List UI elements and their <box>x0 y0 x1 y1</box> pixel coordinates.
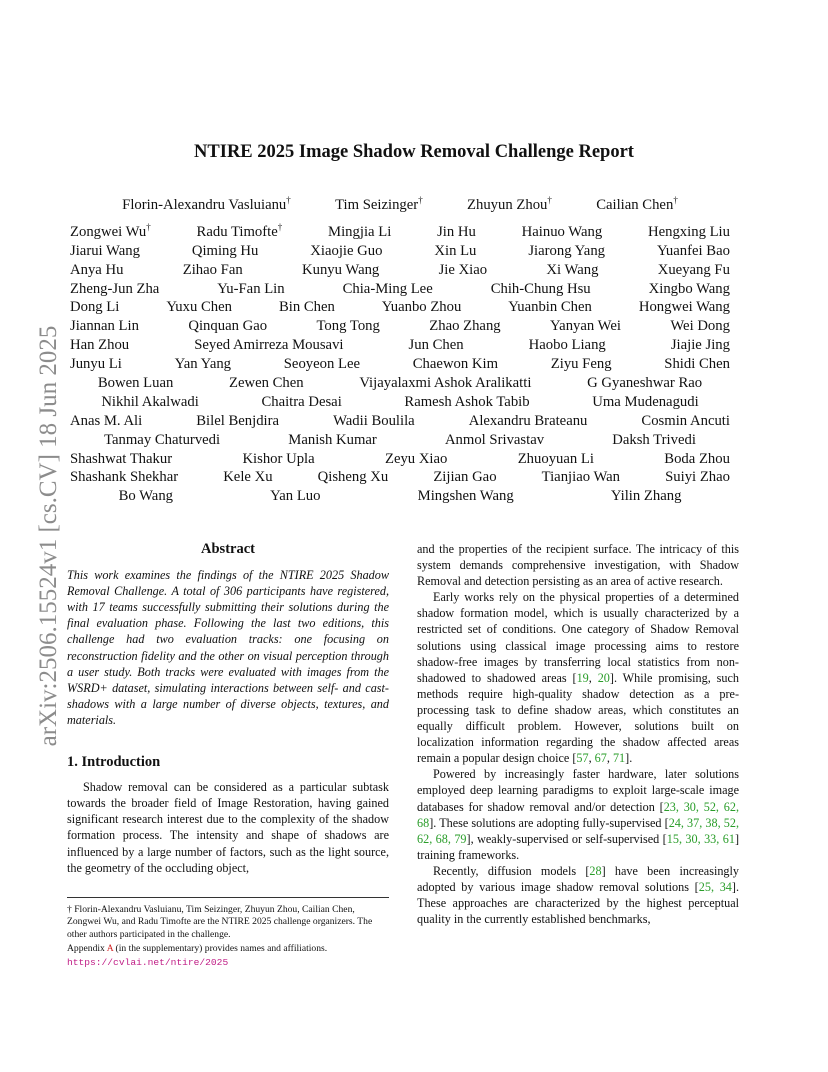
author-name: Jin Hu <box>437 223 476 240</box>
author-name: Xiaojie Guo <box>310 242 383 259</box>
footnote <box>67 897 389 971</box>
author-name: Chia-Ming Lee <box>342 280 433 297</box>
author-name: Qisheng Xu <box>317 469 389 486</box>
author-name: Anmol Srivastav <box>444 431 545 448</box>
author-row <box>70 374 730 393</box>
citation-link[interactable]: 67 <box>594 751 607 766</box>
author-name: Hongwei Wang <box>638 299 730 316</box>
author-name: Yuanbin Chen <box>508 299 592 316</box>
author-name: Bo Wang <box>118 488 174 505</box>
author-name: Mingshen Wang <box>417 488 514 505</box>
organizer-dagger: † <box>418 195 423 206</box>
author-name: G Gyaneshwar Rao <box>587 375 703 392</box>
author-name: Radu Timofte† <box>196 222 283 240</box>
author-name: Tong Tong <box>316 318 380 335</box>
author-name: Zongwei Wu† <box>70 222 151 240</box>
citation-group[interactable]: 23, 30, 52, 62, 68 <box>417 799 740 830</box>
author-name: Boda Zhou <box>664 450 730 467</box>
citation-group[interactable]: 15, 30, 33, 61 <box>666 831 735 846</box>
author-name: Yanyan Wei <box>550 318 621 335</box>
citation-group[interactable]: 24, 37, 38, 52, 62, 68, 79 <box>417 815 740 846</box>
author-name: Florin-Alexandru Vasluianu† <box>122 195 291 213</box>
author-name: Cailian Chen† <box>596 195 678 213</box>
author-row <box>70 468 730 487</box>
author-name: Uma Mudenagudi <box>592 393 699 410</box>
citation-link[interactable]: 71 <box>612 751 626 766</box>
author-name: Mingjia Li <box>328 223 392 240</box>
author-name: Dong Li <box>70 299 120 316</box>
author-row <box>70 431 730 450</box>
author-name: Haobo Liang <box>528 337 606 354</box>
author-name: Junyu Li <box>70 356 122 373</box>
author-name: Zheng-Jun Zha <box>70 280 160 297</box>
paper-title: NTIRE 2025 Image Shadow Removal Challenge Report <box>194 142 634 162</box>
author-name: Seyed Amirreza Mousavi <box>194 337 344 354</box>
author-name: Nikhil Akalwadi <box>101 393 199 410</box>
author-name: Yilin Zhang <box>610 488 682 505</box>
right-paragraph-2: Early works rely on the physical properties of a determined shadow formation model, which is usually characterized by a restricted set of conditions. One category of Shadow Removal solutions using classical image processing aims to restore shadow-free images by transferring local statistics from non-shadowed to shadowed areas [19, 20]. While promising, such methods require high-quality shadow detection as a pre-processing task to define shadow areas, which constitutes an equally difficult problem. However, solutions built on localization information regarding the shadow affected areas remain a popular design choice [57, 67, 71]. <box>417 590 740 766</box>
author-name: Kishor Upla <box>242 450 315 467</box>
author-name: Chih-Chung Hsu <box>490 280 591 297</box>
author-row <box>70 298 730 317</box>
author-name: Chaitra Desai <box>261 393 342 410</box>
author-name: Cosmin Ancuti <box>641 412 730 429</box>
citation-link[interactable]: 28 <box>589 863 602 878</box>
author-name: Shashank Shekhar <box>70 469 179 486</box>
author-name: Bilel Benjdira <box>196 412 280 429</box>
author-name: Yan Luo <box>270 488 321 505</box>
author-name: Jun Chen <box>408 337 464 354</box>
author-row <box>70 450 730 469</box>
author-name: Jiarong Yang <box>528 242 606 259</box>
author-row <box>70 196 730 215</box>
citation-link[interactable]: 20 <box>597 670 610 685</box>
challenge-url[interactable]: https://cvlai.net/ntire/2025 <box>67 957 229 969</box>
author-name: Zhao Zhang <box>429 318 501 335</box>
right-paragraph-4: Recently, diffusion models [28] have been increasingly adopted by various image shadow removal solutions [25, 34]. These approaches are characterized by the highest perceptual quality in the currently established benchmarks, <box>417 863 740 927</box>
author-list <box>70 196 730 506</box>
author-name: Seoyeon Lee <box>283 356 361 373</box>
author-name: Jiannan Lin <box>70 318 139 335</box>
author-name: Suiyi Zhao <box>665 469 730 486</box>
author-name: Yuanbo Zhou <box>381 299 462 316</box>
author-name: Anas M. Ali <box>70 412 143 429</box>
organizer-dagger: † <box>673 195 678 206</box>
author-name: Wei Dong <box>670 318 730 335</box>
author-name: Zihao Fan <box>182 261 243 278</box>
author-name: Xin Lu <box>434 242 477 259</box>
author-name: Wadii Boulila <box>333 412 415 429</box>
author-name: Hengxing Liu <box>647 223 730 240</box>
author-name: Anya Hu <box>70 261 124 278</box>
arxiv-identifier-sidebar <box>37 300 61 772</box>
author-name: Daksh Trivedi <box>612 431 696 448</box>
citation-group[interactable]: 25, 34 <box>698 879 732 894</box>
right-paragraph-1: and the properties of the recipient surface. The intricacy of this system demands comprehensive investigation, with Shadow Removal and detection persisting as an area of active research. <box>417 542 739 589</box>
author-name: Shidi Chen <box>664 356 730 373</box>
citation-link[interactable]: 57 <box>576 751 589 766</box>
author-row <box>70 412 730 431</box>
arxiv-id: arXiv:2506.15524v1 [cs.CV] 18 Jun 2025 <box>35 325 62 747</box>
organizer-dagger: † <box>286 195 291 206</box>
author-row <box>70 336 730 355</box>
author-row <box>70 261 730 280</box>
author-name: Ziyu Feng <box>550 356 612 373</box>
intro-paragraph-1: Shadow removal can be considered as a particular subtask towards the broader field of Image Restoration, having gained significant research interest due to the complexity of the shadow formation process. The intensity and shape of shadows are influenced by a large number of factors, such as the light source, the geometry of the occluding object, <box>67 780 389 875</box>
author-row <box>70 223 730 242</box>
right-paragraph-3: Powered by increasingly faster hardware, later solutions employed deep learning paradigms to exploit large-scale image databases for shadow removal and/or detection [23, 30, 52, 62, 68]. These solutions are adopting fully-supervised [24, 37, 38, 52, 62, 68, 79], weakly-supervised or self-supervised [15, 30, 33, 61] training frameworks. <box>417 767 740 862</box>
author-name: Xingbo Wang <box>648 280 730 297</box>
author-name: Jie Xiao <box>438 261 488 278</box>
author-name: Jiarui Wang <box>70 242 140 259</box>
citation-link[interactable]: 19 <box>576 670 589 685</box>
organizer-dagger: † <box>146 222 151 232</box>
author-name: Tanmay Chaturvedi <box>104 431 221 448</box>
author-name: Shashwat Thakur <box>70 450 173 467</box>
author-name: Zhuoyuan Li <box>517 450 594 467</box>
organizer-footnote: † Florin-Alexandru Vasluianu, Tim Seizinger, Zhuyun Zhou, Cailian Chen, Zongwei Wu, and Radu Timofte are the NTIRE 2025 challenge organizers. The other authors participated in the challenge. <box>67 904 373 940</box>
introduction-heading: 1. Introduction <box>67 754 161 771</box>
author-row <box>70 317 730 336</box>
author-name: Ramesh Ashok Tabib <box>404 393 530 410</box>
organizer-dagger: † <box>547 195 552 206</box>
author-name: Bowen Luan <box>97 375 174 392</box>
author-name: Zewen Chen <box>229 375 304 392</box>
appendix-link[interactable]: A <box>106 942 114 954</box>
author-name: Jiajie Jing <box>670 337 730 354</box>
abstract-text: This work examines the findings of the NTIRE 2025 Shadow Removal Challenge. A total of 306 participants have registered, with 17 teams successfully submitting their solutions during the final evaluation phase. Following the last two editions, this challenge had two evaluation tracks: one focusing on reconstruction fidelity and the other on visual perception through a user study. Both tracks were evaluated with images from the WSRD+ dataset, simulating interactions between self- and cast-shadows with a large number of diverse objects, textures, and materials. <box>67 568 389 727</box>
author-name: Kele Xu <box>223 469 273 486</box>
author-row <box>70 242 730 261</box>
abstract-heading: Abstract <box>201 541 255 557</box>
author-row <box>70 355 730 374</box>
author-name: Bin Chen <box>278 299 335 316</box>
left-column <box>67 541 389 876</box>
author-name: Yuanfei Bao <box>656 242 730 259</box>
author-name: Kunyu Wang <box>302 261 380 278</box>
appendix-note: Appendix A (in the supplementary) provides names and affiliations. <box>67 942 328 954</box>
author-row <box>70 487 730 506</box>
author-name: Xueyang Fu <box>657 261 730 278</box>
author-name: Xi Wang <box>546 261 599 278</box>
author-name: Tianjiao Wan <box>541 469 621 486</box>
right-column <box>417 541 739 927</box>
author-name: Vijayalaxmi Ashok Aralikatti <box>359 375 532 392</box>
author-name: Zhuyun Zhou† <box>467 195 552 213</box>
author-name: Han Zhou <box>70 337 130 354</box>
author-row <box>70 393 730 412</box>
author-name: Yu-Fan Lin <box>217 280 285 297</box>
author-name: Yan Yang <box>174 356 232 373</box>
author-name: Chaewon Kim <box>412 356 499 373</box>
author-row <box>70 280 730 299</box>
author-name: Qinquan Gao <box>188 318 268 335</box>
organizer-dagger: † <box>277 222 283 232</box>
author-name: Qiming Hu <box>191 242 259 259</box>
author-name: Zeyu Xiao <box>384 450 448 467</box>
author-name: Alexandru Brateanu <box>468 412 588 429</box>
author-name: Zijian Gao <box>433 469 497 486</box>
author-name: Tim Seizinger† <box>335 195 423 213</box>
author-name: Hainuo Wang <box>521 223 603 240</box>
author-name: Manish Kumar <box>288 431 377 448</box>
author-name: Yuxu Chen <box>166 299 232 316</box>
